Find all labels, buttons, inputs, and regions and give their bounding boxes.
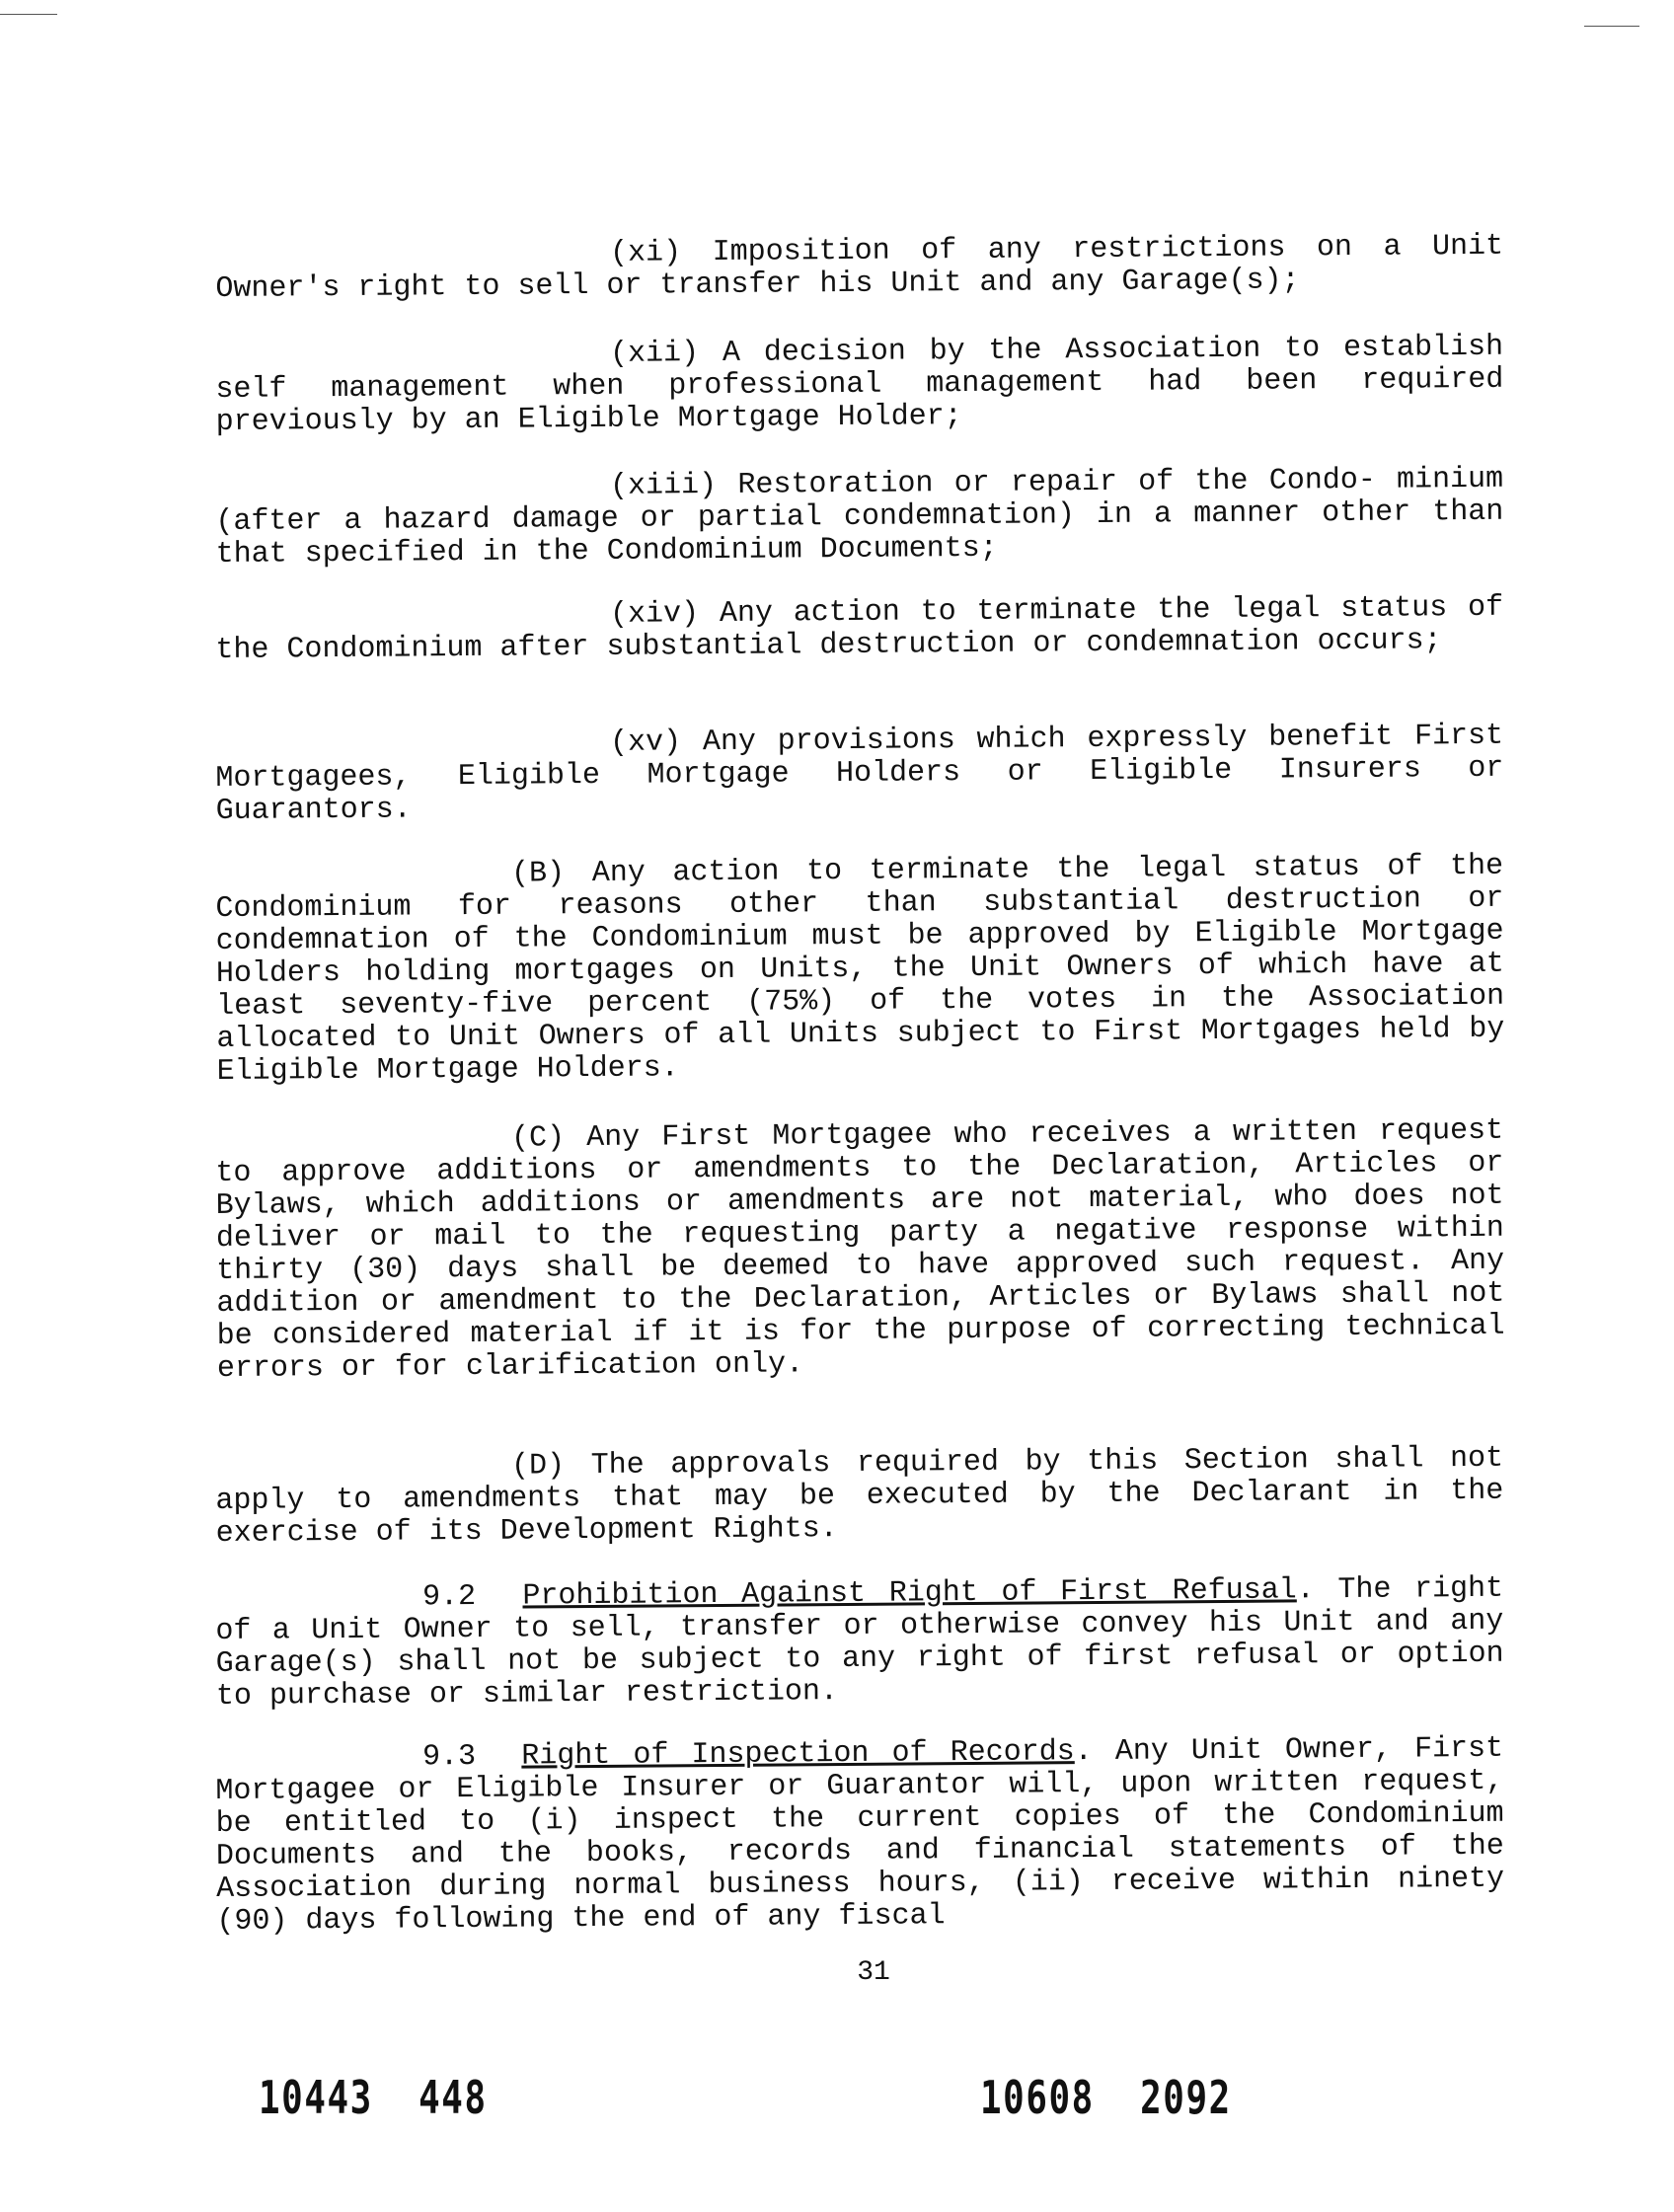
indent bbox=[215, 750, 610, 753]
clause-xi-lead: (xi) Imposition of any restrictions on a Unit bbox=[609, 229, 1504, 270]
indent bbox=[215, 1604, 422, 1606]
clause-xi bbox=[215, 231, 1503, 306]
section-9-2 bbox=[215, 1573, 1504, 1714]
section-9-3 bbox=[215, 1733, 1505, 1939]
indent bbox=[215, 494, 610, 496]
clause-xiii bbox=[215, 464, 1504, 572]
clause-xi-body: Owner's right to sell or transfer his Unit and any Garage(s); bbox=[215, 264, 1300, 306]
clause-xiii-lead: (xiii) Restoration or repair of the Condo- bbox=[609, 463, 1376, 503]
clause-xiv bbox=[215, 592, 1503, 667]
book-page-stamp-right: 10608 2092 bbox=[980, 2071, 1232, 2124]
section-9-2-text: . The right of a Unit Owner to sell, transfer or otherwise convey his Unit and any Garage(s) shall not be subject to any right of first refusal or option to purchase or similar restriction. bbox=[215, 1571, 1504, 1714]
section-9-2-heading: Prohibition Against Right of First Refusal bbox=[522, 1573, 1297, 1614]
clause-xiv-body: of the Condominium after substantial destruction or condemnation occurs; bbox=[215, 590, 1504, 667]
section-9-2-number: 9.2 bbox=[421, 1579, 477, 1615]
section-9-3-heading: Right of Inspection of Records bbox=[521, 1735, 1075, 1774]
clause-xv bbox=[215, 721, 1504, 828]
page-number: 31 bbox=[857, 1957, 890, 1988]
clause-xiii-body: minium (after a hazard damage or partial condemnation) in a manner other than that specified in the Condominium Documents; bbox=[215, 462, 1504, 572]
clause-xii-body: establish self management when professional management had been required previously by an Eligible Mortgage Holder; bbox=[215, 330, 1504, 439]
clause-xiv-lead: (xiv) Any action to terminate the legal status bbox=[609, 591, 1448, 632]
clause-d-lead: (D) The approvals required by this Section shall bbox=[510, 1442, 1424, 1484]
indent bbox=[215, 622, 610, 625]
indent bbox=[215, 1764, 422, 1766]
clause-b bbox=[215, 851, 1505, 1089]
indent bbox=[215, 1474, 511, 1476]
clause-xv-lead: (xv) Any provisions which expressly benefit bbox=[609, 720, 1394, 760]
clause-d-body: not apply to amendments that may be executed by the Declarant in the exercise of its Development Rights. bbox=[215, 1441, 1504, 1551]
clause-xii bbox=[215, 332, 1504, 439]
clause-xii-lead: (xii) A decision by the Association to bbox=[609, 332, 1321, 371]
book-page-stamp-left: 10443 448 bbox=[259, 2071, 488, 2124]
indent bbox=[215, 881, 511, 883]
indent bbox=[215, 361, 610, 364]
section-9-3-text: . Any Unit Owner, First Mortgagee or Eligible Insurer or Guarantor will, upon written request, be entitled to (i) inspect the current copies of the Condominium Documents and the books, records and financial statements of the Association during normal business hours, (ii) receive within ninety (90) days following the end of any fiscal bbox=[215, 1731, 1505, 1939]
scan-mark-top-right bbox=[1584, 26, 1639, 27]
clause-c-lead: (C) Any First Mortgagee who receives a written bbox=[510, 1114, 1358, 1156]
clause-b-body: Condominium for reasons other than substantial destruction or condemnation of the Condominium must be approved by Eligible Mortgage Holders holding mortgages on Units, the Unit Owners of which have at least seventy-five percent (75%) of the votes in the Association allocated to Unit Owners of all Units subject to First Mortgages held by Eligible Mortgage Holders. bbox=[215, 881, 1505, 1089]
clause-d bbox=[215, 1443, 1504, 1551]
scan-mark-top-left bbox=[0, 14, 57, 15]
indent bbox=[215, 261, 610, 264]
clause-c bbox=[215, 1115, 1505, 1386]
clause-c-body: request to approve additions or amendments to the Declaration, Articles or Bylaws, which additions or amendments are not material, who does not deliver or mail to the requesting party a negative response within thirty (30) days shall be deemed to have approved such request. Any addition or amendment to the Declaration, Articles or Bylaws shall not be considered material if it is for the purpose of correcting technical errors or for clarification only. bbox=[215, 1113, 1505, 1386]
clause-xv-body: First Mortgagees, Eligible Mortgage Holders or Eligible Insurers or Guarantors. bbox=[215, 719, 1504, 828]
section-9-3-number: 9.3 bbox=[421, 1739, 477, 1775]
clause-b-lead: (B) Any action to terminate the legal status of the bbox=[510, 849, 1504, 891]
indent bbox=[215, 1146, 511, 1148]
